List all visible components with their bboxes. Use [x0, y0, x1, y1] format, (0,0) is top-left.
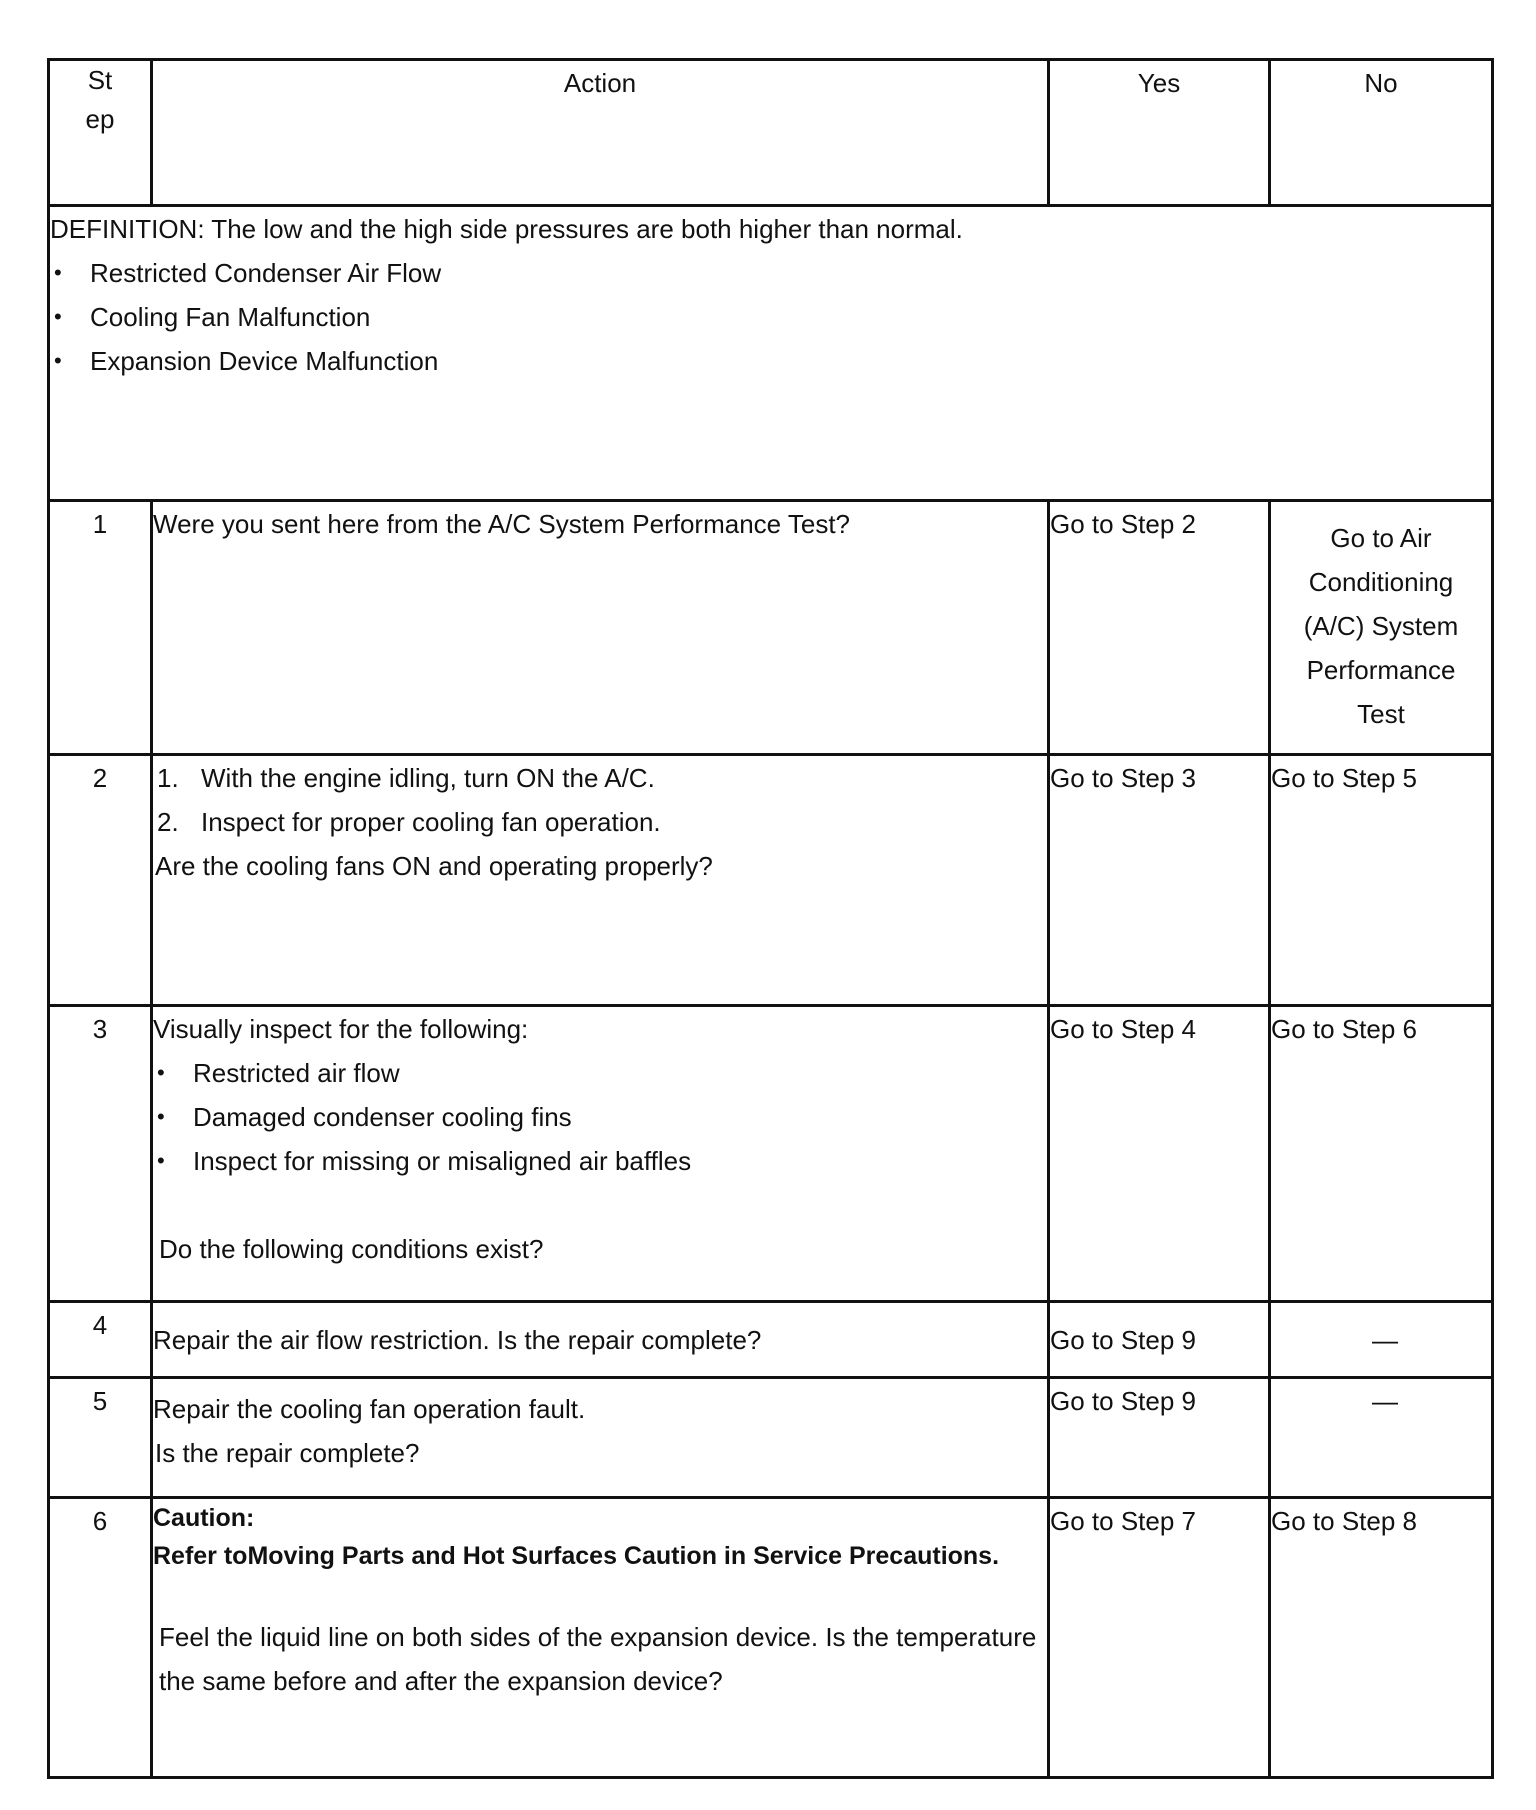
step-number: 3	[49, 1006, 152, 1302]
action-intro: Visually inspect for the following:	[153, 1014, 529, 1044]
action-cell	[152, 1378, 1049, 1498]
action-question: Repair the air flow restriction. Is the repair complete?	[153, 1324, 762, 1355]
no-column-header: No	[1270, 60, 1493, 206]
definition-bullet: • Cooling Fan Malfunction	[50, 295, 1491, 339]
action-cell	[152, 1006, 1049, 1302]
instruction-number: 2.	[157, 807, 179, 837]
spacer	[153, 1575, 1047, 1615]
header-row	[49, 60, 1493, 206]
yes-cell: Go to Step 9	[1049, 1302, 1270, 1378]
yes-cell: Go to Step 7	[1049, 1498, 1270, 1778]
definition-text: DEFINITION: The low and the high side pressures are both higher than normal.	[50, 214, 963, 244]
action-instruction: Repair the cooling fan operation fault.	[153, 1394, 586, 1424]
yes-cell: Go to Step 3	[1049, 755, 1270, 1006]
action-question: Feel the liquid line on both sides of the expansion device. Is the temperature the same before and after the expansion device?	[159, 1622, 1037, 1696]
definition-bullets	[50, 251, 1491, 383]
step-row-1	[49, 501, 1493, 755]
definition-bullet: • Restricted Condenser Air Flow	[50, 251, 1491, 295]
definition-bullet: • Expansion Device Malfunction	[50, 339, 1491, 383]
caution-text: Refer toMoving Parts and Hot Surfaces Caution in Service Precautions.	[153, 1542, 1000, 1570]
step-number: 1	[49, 501, 152, 755]
step-number: 2	[49, 755, 152, 1006]
no-cell: —	[1270, 1302, 1493, 1378]
step-header-line1: St	[87, 65, 113, 95]
action-question: Is the repair complete?	[155, 1438, 420, 1468]
action-cell	[152, 1498, 1049, 1778]
step-row-3	[49, 1006, 1493, 1302]
yes-column-header: Yes	[1049, 60, 1270, 206]
action-question: Do the following conditions exist?	[159, 1234, 544, 1264]
instruction-number: 1.	[157, 763, 179, 793]
no-cell: Go to Step 5	[1270, 755, 1493, 1006]
action-cell	[152, 755, 1049, 1006]
no-line: Test	[1357, 699, 1405, 729]
no-line: (A/C) System	[1303, 611, 1459, 641]
step-row-6	[49, 1498, 1493, 1778]
action-question: Are the cooling fans ON and operating properly?	[155, 851, 713, 881]
yes-cell: Go to Step 2	[1049, 501, 1270, 755]
no-line: Performance	[1306, 655, 1456, 685]
action-bullets	[153, 1051, 1047, 1183]
no-cell: Go to Step 6	[1270, 1006, 1493, 1302]
no-cell	[1270, 501, 1493, 755]
step-number: 6	[49, 1498, 152, 1778]
diagnostic-table	[47, 58, 1494, 1779]
instruction-text: With the engine idling, turn ON the A/C.	[201, 763, 655, 793]
step-number: 4	[49, 1302, 152, 1378]
step-row-5	[49, 1378, 1493, 1498]
action-column-header: Action	[152, 60, 1049, 206]
action-question: Were you sent here from the A/C System Performance Test?	[153, 509, 851, 539]
instruction-text: Inspect for proper cooling fan operation.	[201, 807, 661, 837]
no-cell: —	[1270, 1378, 1493, 1498]
no-cell: Go to Step 8	[1270, 1498, 1493, 1778]
no-line: Go to Air	[1330, 523, 1432, 553]
step-header-line2: ep	[85, 104, 115, 134]
definition-cell	[49, 206, 1493, 501]
instruction-item	[153, 800, 1047, 844]
action-bullet: • Damaged condenser cooling fins	[153, 1095, 1047, 1139]
definition-row	[49, 206, 1493, 501]
action-bullet: • Restricted air flow	[153, 1051, 1047, 1095]
step-column-header	[49, 60, 152, 206]
action-cell	[152, 501, 1049, 755]
step-row-4	[49, 1302, 1493, 1378]
no-line: Conditioning	[1308, 567, 1454, 597]
yes-cell: Go to Step 4	[1049, 1006, 1270, 1302]
step-number: 5	[49, 1378, 152, 1498]
instruction-list	[153, 756, 1047, 844]
caution-label: Caution:	[153, 1504, 255, 1532]
action-cell	[152, 1302, 1049, 1378]
yes-cell: Go to Step 9	[1049, 1378, 1270, 1498]
spacer	[153, 1183, 1047, 1227]
instruction-item	[153, 756, 1047, 800]
action-bullet: • Inspect for missing or misaligned air baffles	[153, 1139, 1047, 1183]
step-row-2	[49, 755, 1493, 1006]
